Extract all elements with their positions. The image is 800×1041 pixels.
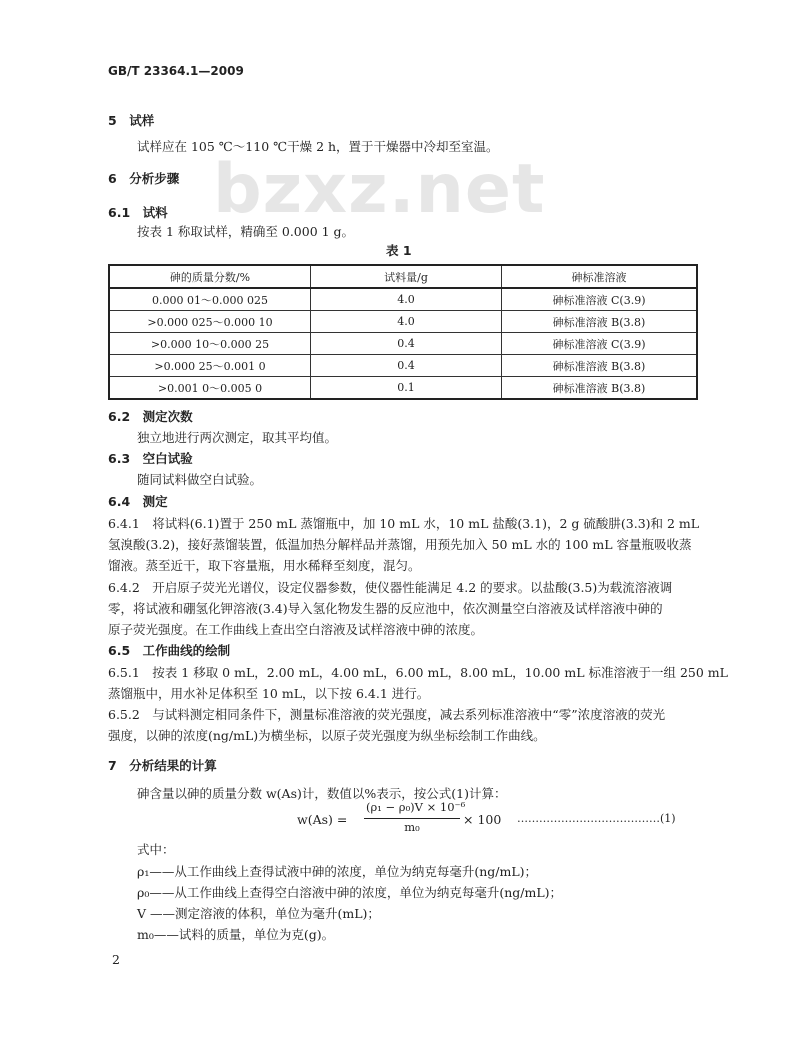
section-5-text: 试样应在 105 ℃～110 ℃干燥 2 h，置于干燥器中冷却至室温。 bbox=[137, 139, 499, 154]
variable-definition: m₀——试料的质量，单位为克(g)。 bbox=[137, 927, 335, 942]
table-cell: 砷标准溶液 B(3.8) bbox=[502, 377, 698, 400]
paragraph-6-4-2-line: 零，将试液和硼氢化钾溶液(3.4)导入氢化物发生器的反应池中，依次测量空白溶液及试样溶液中砷的 bbox=[108, 601, 663, 616]
table-header-row bbox=[109, 265, 697, 288]
table-cell: 砷标准溶液 B(3.8) bbox=[502, 355, 698, 377]
table-cell: >0.000 10～0.000 25 bbox=[109, 333, 311, 355]
table-header-cell: 试料量/g bbox=[311, 265, 502, 288]
paragraph-6-4-1-line: 馏液。蒸至近干，取下容量瓶，用水稀释至刻度，混匀。 bbox=[108, 558, 421, 573]
paragraph-6-4-1-line: 6.4.1 将试料(6.1)置于 250 mL 蒸馏瓶中，加 10 mL 水，10 mL 盐酸(3.1)，2 g 硫酸肼(3.3)和 2 mL bbox=[108, 516, 700, 531]
table-row bbox=[109, 333, 697, 355]
table-cell: 砷标准溶液 B(3.8) bbox=[502, 311, 698, 333]
paragraph-6-4-2-line: 6.4.2 开启原子荧光光谱仪，设定仪器参数，使仪器性能满足 4.2 的要求。以盐酸(3.5)为载流溶液调 bbox=[108, 580, 673, 595]
paragraph-6-5-1-line: 6.5.1 按表 1 移取 0 mL，2.00 mL，4.00 mL，6.00 mL，8.00 mL，10.00 mL 标准溶液于一组 250 mL bbox=[108, 665, 728, 680]
section-7-title: 7 分析结果的计算 bbox=[108, 758, 217, 773]
table-cell: 4.0 bbox=[311, 288, 502, 311]
paragraph-6-5-2-line: 6.5.2 与试料测定相同条件下，测量标准溶液的荧光强度，减去系列标准溶液中“零”浓度溶液的荧光 bbox=[108, 707, 666, 722]
table-1 bbox=[108, 264, 698, 400]
section-6-1-text: 按表 1 称取试样，精确至 0.000 1 g。 bbox=[137, 224, 355, 239]
section-6-5-title: 6.5 工作曲线的绘制 bbox=[108, 643, 231, 658]
table-caption: 表 1 bbox=[386, 243, 412, 258]
section-6-3-text: 随同试料做空白试验。 bbox=[137, 472, 263, 487]
where-label: 式中： bbox=[137, 842, 175, 857]
table-cell: 砷标准溶液 C(3.9) bbox=[502, 288, 698, 311]
section-6-4-title: 6.4 测定 bbox=[108, 494, 168, 509]
section-6-2-text: 独立地进行两次测定，取其平均值。 bbox=[137, 430, 338, 445]
section-6-1-title: 6.1 试料 bbox=[108, 205, 168, 220]
watermark-text: bzxz.net bbox=[213, 150, 546, 229]
variable-definition: V ——测定溶液的体积，单位为毫升(mL)； bbox=[137, 906, 380, 921]
table-row bbox=[109, 355, 697, 377]
section-6-3-title: 6.3 空白试验 bbox=[108, 451, 193, 466]
table-cell: 4.0 bbox=[311, 311, 502, 333]
table-cell: 0.4 bbox=[311, 333, 502, 355]
standard-header: GB/T 23364.1—2009 bbox=[108, 64, 244, 78]
table-header-cell: 砷标准溶液 bbox=[502, 265, 698, 288]
section-6-title: 6 分析步骤 bbox=[108, 171, 180, 186]
table-cell: 砷标准溶液 C(3.9) bbox=[502, 333, 698, 355]
section-7-intro: 砷含量以砷的质量分数 w(As)计，数值以%表示，按公式(1)计算： bbox=[137, 786, 507, 801]
table-row bbox=[109, 377, 697, 400]
formula-numerator: (ρ₁ − ρ₀)V × 10⁻⁶ bbox=[366, 800, 466, 814]
table-cell: 0.1 bbox=[311, 377, 502, 400]
fraction-bar bbox=[364, 818, 460, 819]
formula-number: …………………………………(1) bbox=[517, 812, 676, 825]
page-number: 2 bbox=[112, 952, 120, 967]
paragraph-6-4-1-line: 氢溴酸(3.2)，接好蒸馏装置，低温加热分解样品并蒸馏，用预先加入 50 mL 水的 100 mL 容量瓶吸收蒸 bbox=[108, 537, 692, 552]
table-cell: 0.000 01～0.000 025 bbox=[109, 288, 311, 311]
paragraph-6-5-1-line: 蒸馏瓶中，用水补足体积至 10 mL，以下按 6.4.1 进行。 bbox=[108, 686, 430, 701]
formula-lhs: w(As) = bbox=[297, 812, 348, 827]
table-row bbox=[109, 311, 697, 333]
variable-definition: ρ₀——从工作曲线上查得空白溶液中砷的浓度，单位为纳克每毫升(ng/mL)； bbox=[137, 885, 563, 900]
section-5-title: 5 试样 bbox=[108, 113, 155, 128]
table-cell: >0.000 25～0.001 0 bbox=[109, 355, 311, 377]
table-row bbox=[109, 288, 697, 311]
formula-rhs: × 100 bbox=[463, 812, 502, 827]
table-cell: >0.000 025～0.000 10 bbox=[109, 311, 311, 333]
variable-definition: ρ₁——从工作曲线上查得试液中砷的浓度，单位为纳克每毫升(ng/mL)； bbox=[137, 864, 538, 879]
formula-denominator: m₀ bbox=[404, 820, 420, 834]
paragraph-6-5-2-line: 强度，以砷的浓度(ng/mL)为横坐标，以原子荧光强度为纵坐标绘制工作曲线。 bbox=[108, 728, 546, 743]
table-cell: >0.001 0～0.005 0 bbox=[109, 377, 311, 400]
table-cell: 0.4 bbox=[311, 355, 502, 377]
table-header-cell: 砷的质量分数/% bbox=[109, 265, 311, 288]
section-6-2-title: 6.2 测定次数 bbox=[108, 409, 193, 424]
paragraph-6-4-2-line: 原子荧光强度。在工作曲线上查出空白溶液及试样溶液中砷的浓度。 bbox=[108, 622, 484, 637]
